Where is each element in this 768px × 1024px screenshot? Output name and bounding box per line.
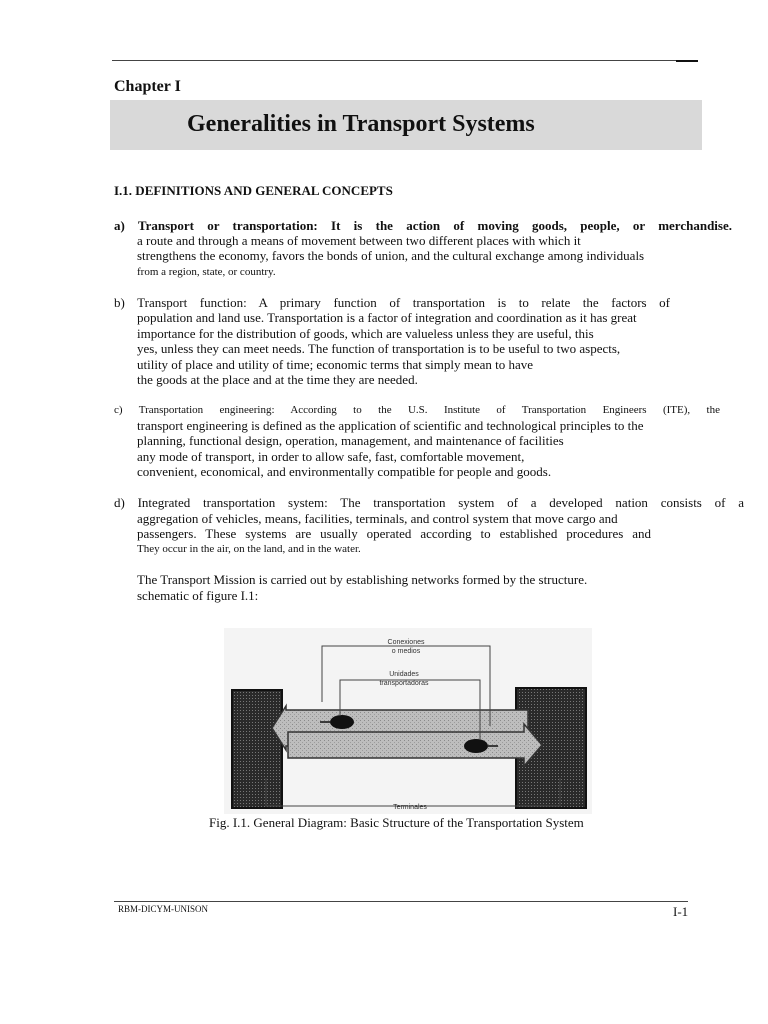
item-b-line-6: the goods at the place and at the time they are needed. (137, 372, 418, 387)
item-d-line-2: aggregation of vehicles, means, facilities, terminals, and control system that move cargo and (137, 511, 618, 526)
mission-line-1: The Transport Mission is carried out by establishing networks formed by the structure. (137, 572, 588, 587)
label-connections: Conexiones (387, 639, 425, 646)
header-rule-accent (676, 60, 698, 62)
item-c-line-5: convenient, economical, and environmentally compatible for people and goods. (137, 464, 552, 479)
item-b-line-5: utility of place and utility of time; economic terms that simply mean to have (137, 357, 534, 372)
footer-source: RBM-DICYM-UNISON (118, 904, 209, 914)
page-title: Generalities in Transport Systems (187, 111, 535, 137)
item-a-line-2: a route and through a means of movement between two different places with which it (137, 233, 581, 248)
label-media: o medios (391, 648, 421, 655)
item-d-line-1: d) Integrated transportation system: The transportation system of a developed nation consists of a (114, 495, 744, 510)
item-a-line-1: a) Transport or transportation: It is the action of moving goods, people, or merchandise. (114, 218, 732, 233)
chapter-label: Chapter I (114, 78, 181, 95)
header-rule (112, 60, 698, 61)
label-units: Unidades (389, 671, 419, 678)
page-number: I-1 (673, 904, 689, 919)
item-c-line-1: c) Transportation engineering: According to the U.S. Institute of Transportation Engineers (ITE), the (114, 404, 720, 416)
vehicle-1-icon (330, 715, 354, 729)
item-c-line-3: planning, functional design, operation, management, and maintenance of facilities (137, 433, 564, 448)
item-b-line-3: importance for the distribution of goods, which are valueless unless they are useful, this (137, 326, 594, 341)
item-c-line-4: any mode of transport, in order to allow safe, fast, comfortable movement, (137, 449, 525, 464)
item-d-line-4: They occur in the air, on the land, and in the water. (137, 543, 361, 555)
item-b-line-1: b) Transport function: A primary function of transportation is to relate the factors of (114, 295, 670, 310)
item-d-line-3: passengers. These systems are usually operated according to established procedures and (137, 526, 651, 541)
section-heading: I.1. DEFINITIONS AND GENERAL CONCEPTS (114, 183, 393, 198)
label-terminals: Terminales (393, 804, 427, 811)
item-c-line-2: transport engineering is defined as the application of scientific and technological principles to the (137, 418, 644, 433)
transport-system-diagram (224, 628, 592, 814)
item-a-line-4: from a region, state, or country. (137, 266, 276, 278)
vehicle-2-icon (464, 739, 488, 753)
figure-caption: Fig. I.1. General Diagram: Basic Structure of the Transportation System (209, 815, 584, 830)
mission-line-2: schematic of figure I.1: (137, 588, 259, 603)
footer-rule (114, 901, 688, 902)
item-b-line-2: population and land use. Transportation is a factor of integration and coordination as it has great (137, 310, 637, 325)
label-transport-units: transportadoras (379, 680, 429, 687)
left-terminal (232, 690, 282, 808)
item-a-line-3: strengthens the economy, favors the bonds of union, and the cultural exchange among individuals (137, 248, 645, 263)
item-b-line-4: yes, unless they can meet needs. The function of transportation is to be useful to two aspects, (137, 341, 621, 356)
